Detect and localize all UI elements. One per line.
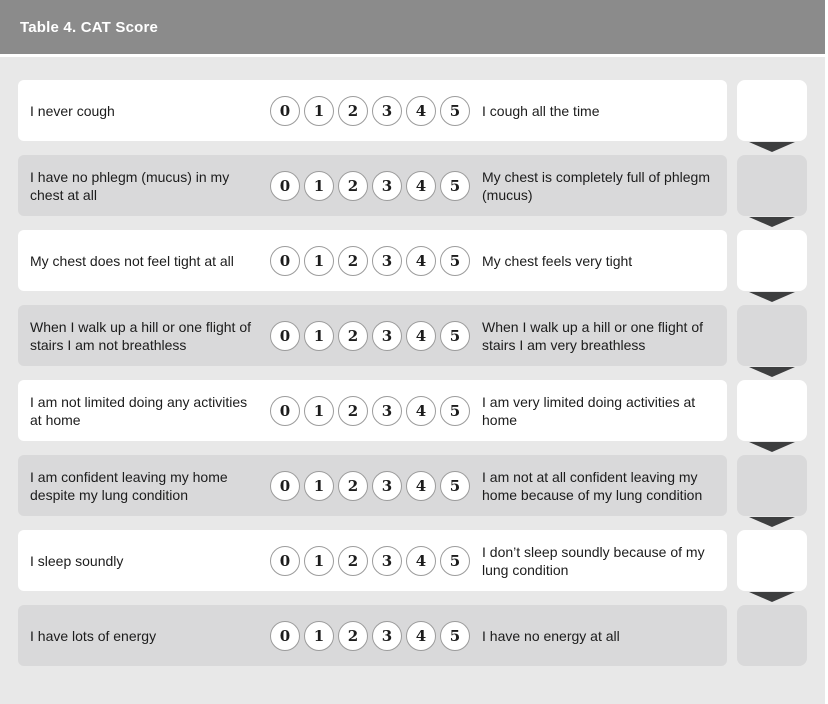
question-right-text: I have no energy at all <box>482 627 620 644</box>
question-card <box>18 305 727 366</box>
table-title: Table 4. CAT Score <box>20 18 159 36</box>
question-card <box>18 380 727 441</box>
question-left-text: I have lots of energy <box>30 627 157 644</box>
score-circle-3[interactable]: 3 <box>372 396 402 426</box>
score-circle-3[interactable]: 3 <box>372 321 402 351</box>
score-circle-1[interactable]: 1 <box>304 546 334 576</box>
question-left-text: I sleep soundly <box>30 552 124 569</box>
score-circle-0[interactable]: 0 <box>270 471 300 501</box>
score-circle-5[interactable]: 5 <box>440 471 470 501</box>
question-card <box>18 605 727 666</box>
cat-question-row <box>18 605 807 666</box>
question-left-text: I never cough <box>30 102 115 119</box>
score-circle-4[interactable]: 4 <box>406 471 436 501</box>
score-circle-4[interactable]: 4 <box>406 321 436 351</box>
cat-table-body <box>0 57 825 666</box>
score-circle-1[interactable]: 1 <box>304 621 334 651</box>
score-box <box>737 605 807 666</box>
question-left-text: When I walk up a hill or one flight of stairs I am not breathless <box>30 318 252 353</box>
question-right-text: My chest is completely full of phlegm (mucus) <box>482 168 710 203</box>
score-circle-4[interactable]: 4 <box>406 171 436 201</box>
question-card <box>18 80 727 141</box>
score-circle-0[interactable]: 0 <box>270 96 300 126</box>
question-card <box>18 530 727 591</box>
cat-question-row <box>18 155 807 216</box>
score-circle-0[interactable]: 0 <box>270 621 300 651</box>
score-circle-3[interactable]: 3 <box>372 621 402 651</box>
score-box <box>737 230 807 291</box>
cat-question-row <box>18 455 807 516</box>
question-card <box>18 230 727 291</box>
score-circle-4[interactable]: 4 <box>406 396 436 426</box>
score-circle-1[interactable]: 1 <box>304 396 334 426</box>
score-scale <box>270 321 470 351</box>
cat-question-row <box>18 305 807 366</box>
question-card <box>18 455 727 516</box>
question-left-text: I am not limited doing any activities at home <box>30 393 248 428</box>
question-left-text: My chest does not feel tight at all <box>30 252 234 269</box>
score-circle-5[interactable]: 5 <box>440 546 470 576</box>
score-circle-2[interactable]: 2 <box>338 321 368 351</box>
score-circle-0[interactable]: 0 <box>270 396 300 426</box>
question-right-text: I am not at all confident leaving my home because of my lung condition <box>482 468 703 503</box>
score-box <box>737 155 807 216</box>
score-circle-2[interactable]: 2 <box>338 621 368 651</box>
cat-question-row <box>18 80 807 141</box>
score-scale <box>270 246 470 276</box>
score-circle-5[interactable]: 5 <box>440 621 470 651</box>
score-circle-3[interactable]: 3 <box>372 546 402 576</box>
score-box <box>737 80 807 141</box>
score-circle-3[interactable]: 3 <box>372 171 402 201</box>
score-circle-0[interactable]: 0 <box>270 171 300 201</box>
score-circle-3[interactable]: 3 <box>372 471 402 501</box>
score-circle-5[interactable]: 5 <box>440 246 470 276</box>
score-circle-2[interactable]: 2 <box>338 546 368 576</box>
score-circle-1[interactable]: 1 <box>304 96 334 126</box>
score-scale <box>270 96 470 126</box>
score-scale <box>270 171 470 201</box>
score-circle-3[interactable]: 3 <box>372 96 402 126</box>
score-circle-5[interactable]: 5 <box>440 321 470 351</box>
score-circle-4[interactable]: 4 <box>406 621 436 651</box>
score-circle-0[interactable]: 0 <box>270 321 300 351</box>
score-circle-2[interactable]: 2 <box>338 396 368 426</box>
score-circle-2[interactable]: 2 <box>338 246 368 276</box>
question-card <box>18 155 727 216</box>
score-circle-3[interactable]: 3 <box>372 246 402 276</box>
score-circle-1[interactable]: 1 <box>304 471 334 501</box>
score-circle-4[interactable]: 4 <box>406 96 436 126</box>
question-right-text: When I walk up a hill or one flight of stairs I am very breathless <box>482 318 704 353</box>
score-box <box>737 455 807 516</box>
question-right-text: I don’t sleep soundly because of my lung condition <box>482 543 705 578</box>
score-circle-2[interactable]: 2 <box>338 96 368 126</box>
score-scale <box>270 396 470 426</box>
score-box <box>737 380 807 441</box>
table-header <box>0 0 825 57</box>
score-box <box>737 305 807 366</box>
score-circle-0[interactable]: 0 <box>270 546 300 576</box>
question-left-text: I have no phlegm (mucus) in my chest at all <box>30 168 230 203</box>
score-circle-1[interactable]: 1 <box>304 246 334 276</box>
cat-question-row <box>18 230 807 291</box>
score-circle-4[interactable]: 4 <box>406 546 436 576</box>
question-right-text: My chest feels very tight <box>482 252 633 269</box>
score-circle-2[interactable]: 2 <box>338 171 368 201</box>
score-scale <box>270 621 470 651</box>
question-right-text: I cough all the time <box>482 102 600 119</box>
score-circle-2[interactable]: 2 <box>338 471 368 501</box>
score-circle-5[interactable]: 5 <box>440 171 470 201</box>
score-scale <box>270 471 470 501</box>
score-circle-4[interactable]: 4 <box>406 246 436 276</box>
score-circle-0[interactable]: 0 <box>270 246 300 276</box>
question-right-text: I am very limited doing activities at home <box>482 393 696 428</box>
question-left-text: I am confident leaving my home despite my lung condition <box>30 468 228 503</box>
cat-question-row <box>18 530 807 591</box>
score-circle-1[interactable]: 1 <box>304 321 334 351</box>
cat-question-row <box>18 380 807 441</box>
score-circle-5[interactable]: 5 <box>440 396 470 426</box>
score-circle-5[interactable]: 5 <box>440 96 470 126</box>
score-scale <box>270 546 470 576</box>
score-box <box>737 530 807 591</box>
score-circle-1[interactable]: 1 <box>304 171 334 201</box>
